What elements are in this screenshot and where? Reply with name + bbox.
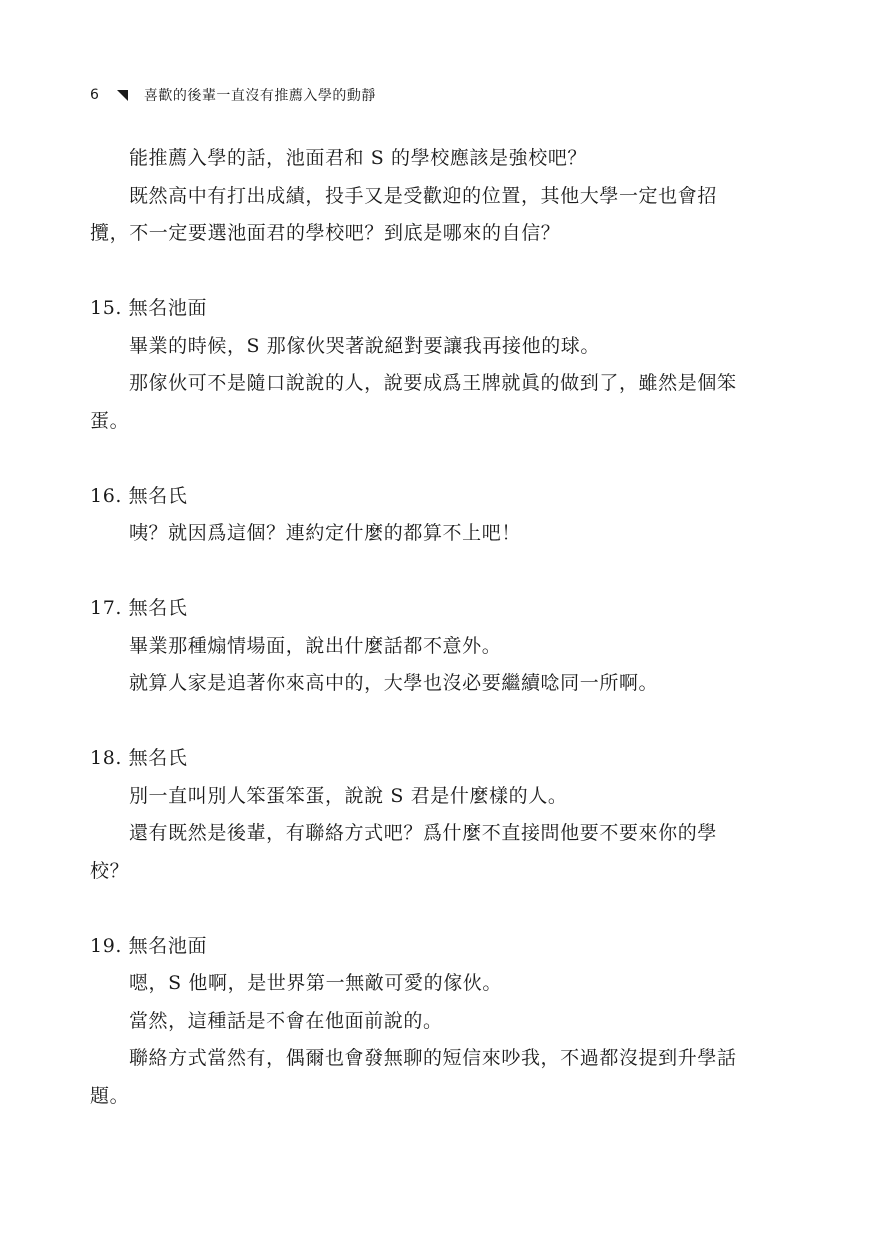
forum-post [90, 740, 740, 890]
page-number: 6 [90, 87, 99, 103]
post-paragraph: 畢業那種煽情場面，說出什麼話都不意外。 [128, 634, 502, 657]
post-paragraph: 畢業的時候，S 那傢伙哭著說絕對要讓我再接他的球。 [128, 334, 600, 357]
post-heading: 17. 無名氏 [90, 597, 188, 619]
running-header [90, 84, 376, 106]
post-paragraph: 聯絡方式當然有，偶爾也會發無聊的短信來吵我，不過都沒提到升學話題。 [90, 1047, 737, 1107]
section-gap [90, 253, 740, 291]
forum-post [90, 590, 740, 703]
intro-paragraph: 既然高中有打出成績，投手又是受歡迎的位置，其他大學一定也會招攬，不一定要選池面君的學校吧？到底是哪來的自信？ [90, 184, 717, 244]
corner-triangle-icon [117, 90, 128, 101]
intro-paragraph: 能推薦入學的話，池面君和 S 的學校應該是強校吧？ [128, 147, 588, 169]
post-paragraph: 嗯，S 他啊，是世界第一無敵可愛的傢伙。 [128, 972, 502, 994]
post-heading: 19. 無名池面 [90, 934, 208, 957]
post-heading: 15. 無名池面 [90, 297, 208, 319]
post-paragraph: 還有既然是後輩，有聯絡方式吧？爲什麼不直接問他要不要來你的學校？ [90, 822, 717, 882]
post-paragraph: 就算人家是追著你來高中的，大學也沒必要繼續唸同一所啊。 [128, 672, 659, 694]
forum-post [90, 928, 740, 1116]
section-gap [90, 440, 740, 478]
section-gap [90, 703, 740, 741]
section-gap [90, 553, 740, 591]
post-paragraph: 當然，這種話是不會在他面前說的。 [128, 1009, 443, 1032]
section-gap [90, 890, 740, 928]
page-body [90, 140, 740, 1115]
post-heading: 16. 無名氏 [90, 484, 188, 507]
post-paragraph: 那傢伙可不是隨口說說的人，說要成爲王牌就眞的做到了，雖然是個笨蛋。 [90, 372, 737, 432]
post-paragraph: 別一直叫別人笨蛋笨蛋，說說 S 君是什麼樣的人。 [128, 784, 568, 807]
forum-post [90, 478, 740, 553]
post-paragraph: 咦？就因爲這個？連約定什麼的都算不上吧！ [128, 522, 521, 544]
book-title: 喜歡的後輩一直沒有推薦入學的動靜 [143, 88, 376, 104]
post-heading: 18. 無名氏 [90, 747, 188, 769]
forum-post [90, 290, 740, 440]
